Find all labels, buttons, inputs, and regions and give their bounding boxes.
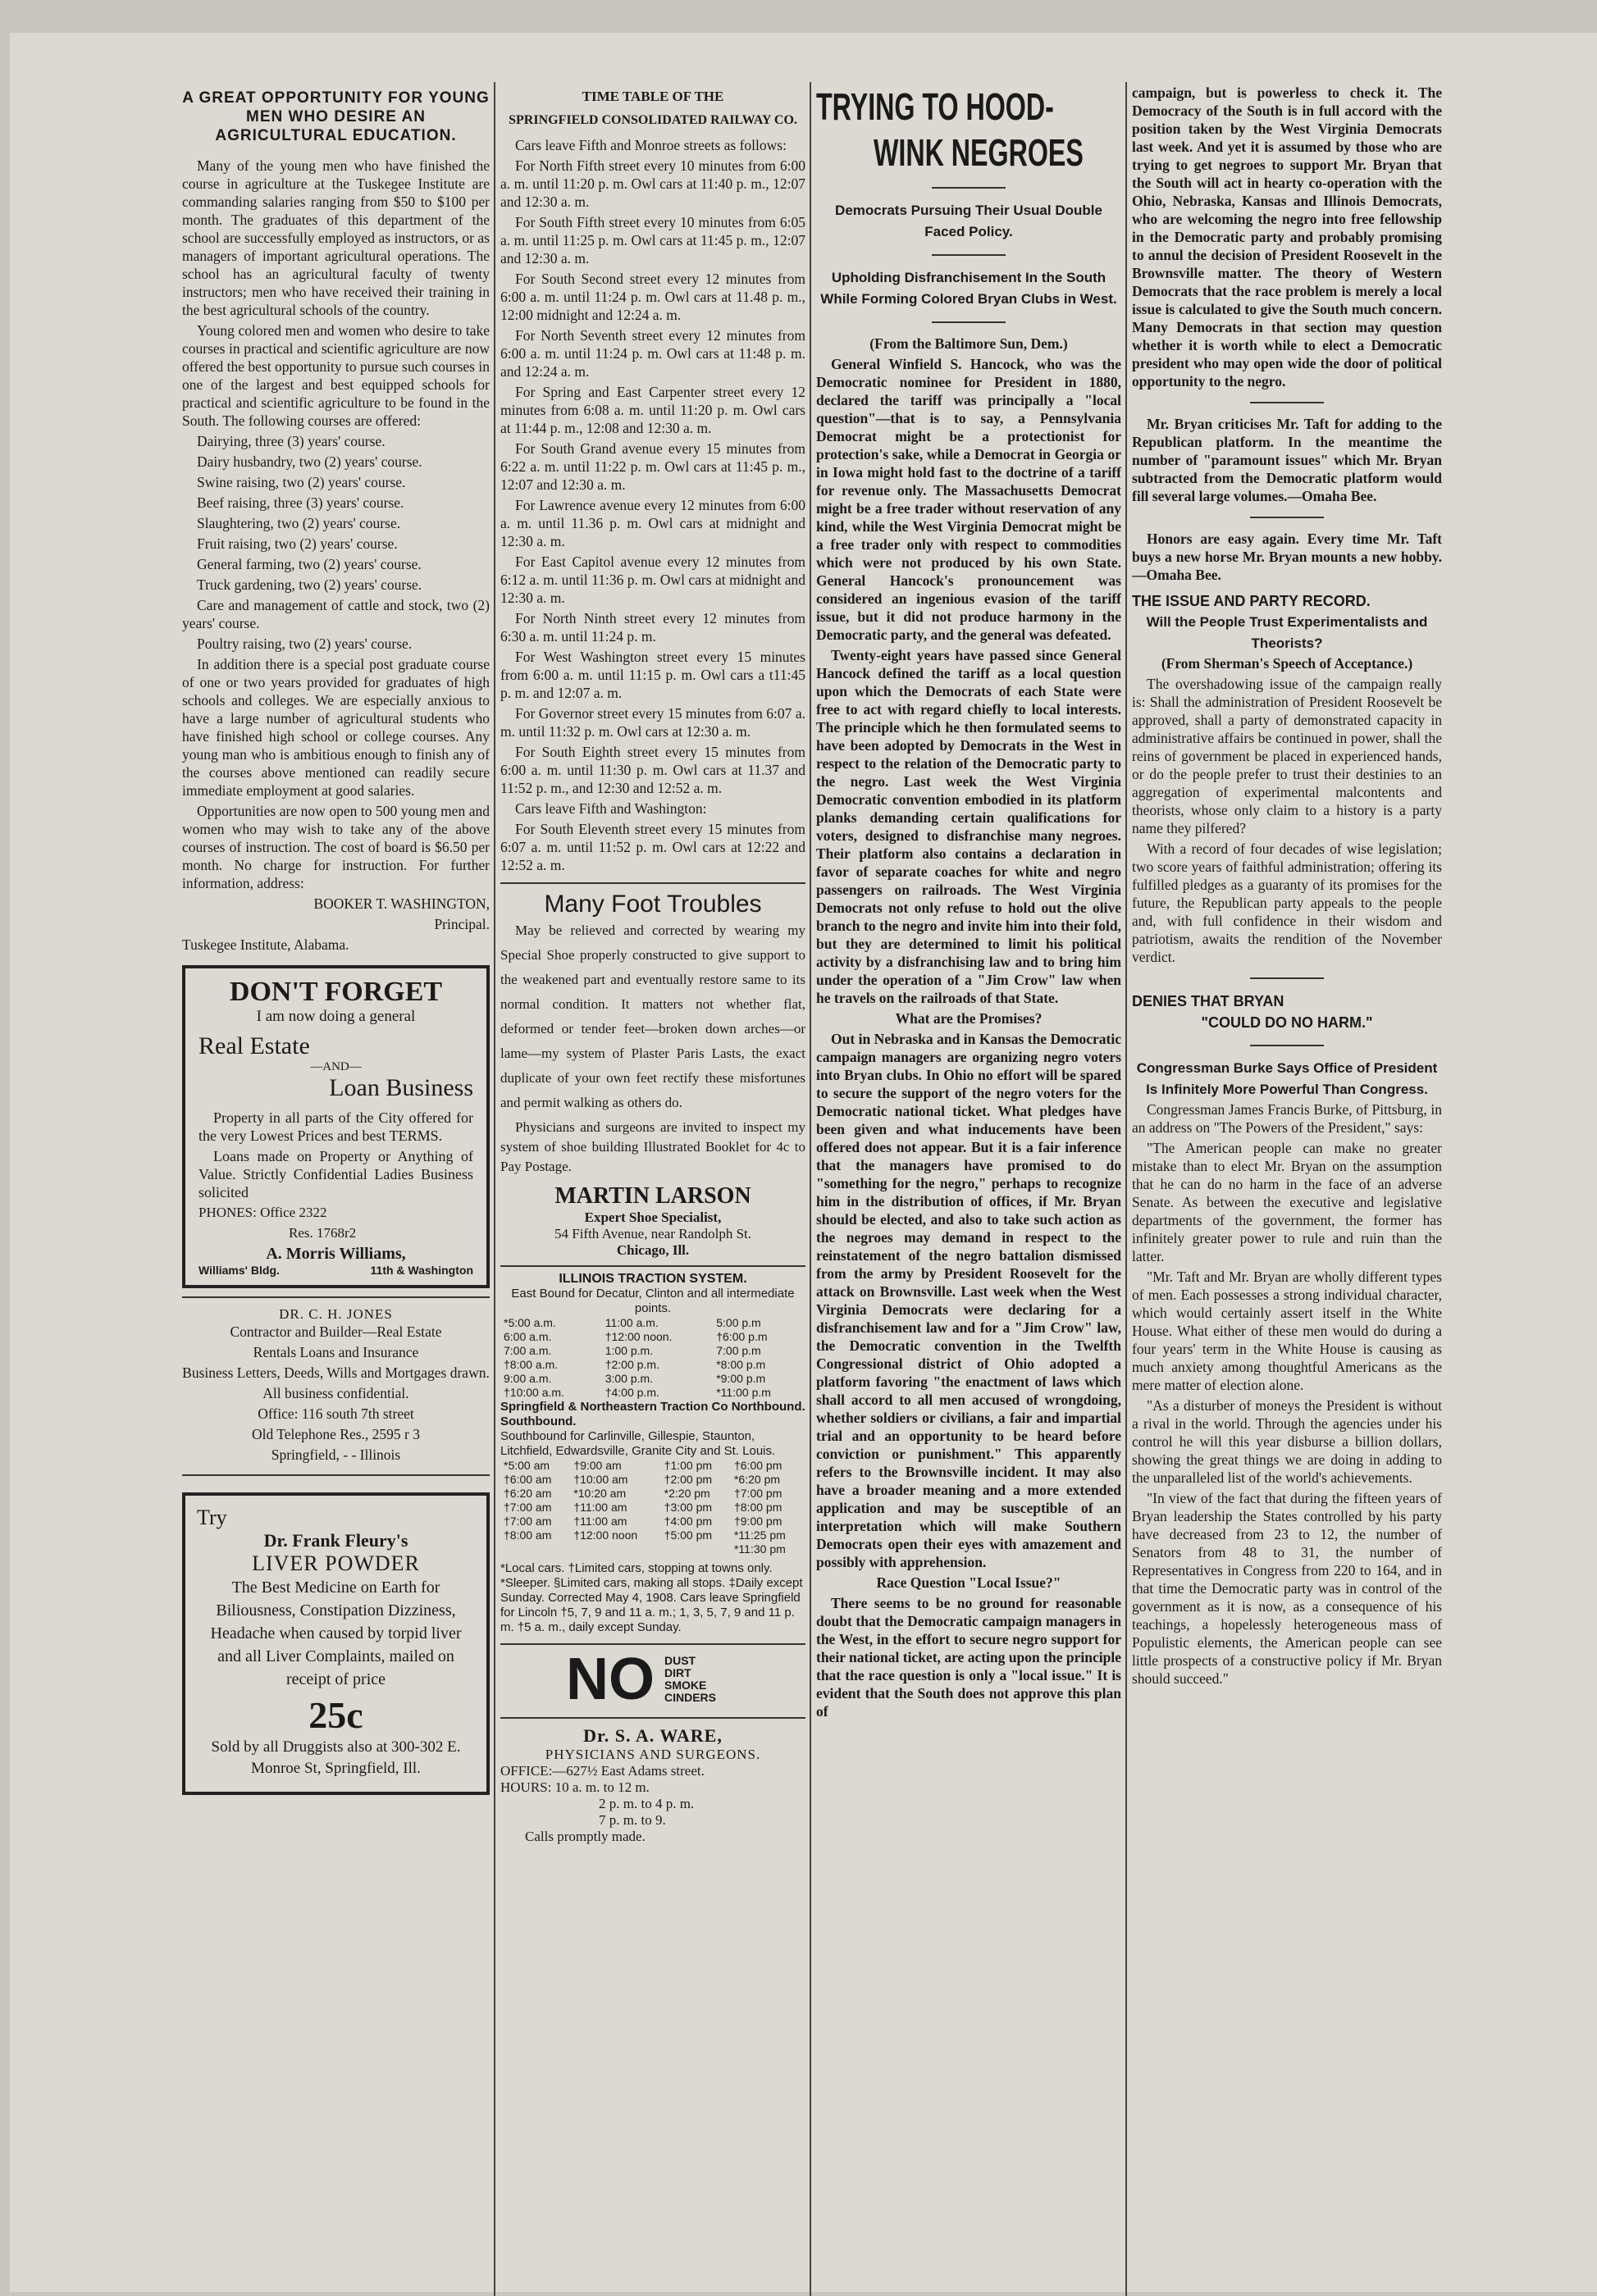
ad-try: Try [197, 1506, 227, 1529]
table-row: †8:00 am †12:00 noon †5:00 pm *11:25 pm [504, 1528, 786, 1542]
ad-item: CINDERS [664, 1691, 717, 1704]
paragraph: For West Washington street every 15 minutes from 6:00 a. m. until 11:15 p. m. Owl cars a t11:45 p. m. and 12:07 a. m. [500, 649, 805, 701]
paragraph: Many of the young men who have finished the course in agriculture at the Tuskegee Institute are commanding salaries ranging from $50 to $100 per month. The graduates of this department of the school are successfully employed as instructors, or as managers of important agricultural operations. The school has an agricultural faculty of twenty instructors; men who have received their training in the best agricultural schools of the country. [182, 157, 490, 318]
paragraph: Out in Nebraska and in Kansas the Democratic campaign managers are organizing negro voters into Bryan clubs. In Ohio no effort will be spared to secure the support of the negro voters for the Democratic national ticket. What pledges have been given and what inducements have been offered does not appear. But it is a fair inference that the managers have promised to do "something for the negro," perhaps to recognize him in the distribution of offices, if Mr. Bryan should be elected, and also to take such action as the negroes may demand in respect to the reinstatement of the negro battalion dismissed from the army by President Roosevelt for the attack on Brownsville. Last week when the West Virginia Democrats were declaring for a disfranchisement law and for a "Jim Crow" law, the Democratic convention in the Twelfth Congressional district of Ohio adopted a platform favoring "the enactment of laws which shall accord to all men accused of wrongdoing, whether soldiers or civilians, a fair and impartial trial and an opportunity to be heard before conviction or punishment." This apparently refers to the Brownsville incident. It may also have a broader meaning and a more extended application and may be susceptible of an interpretation which will make Southern Democrats open their eyes with amazement and possibly with apprehension. [816, 1031, 1121, 1570]
paragraph: Mr. Bryan criticises Mr. Taft for adding to the Republican platform. In the meantime the number of "paramount issues" which Mr. Bryan subtracted from the Democratic platform would fill several large volumes.—Omaha Bee. [1132, 416, 1442, 504]
courses-list [182, 432, 490, 653]
list-item: Fruit raising, two (2) years' course. [197, 535, 398, 552]
subhead: What are the Promises? [895, 1010, 1043, 1027]
ad-line: Springfield, - - Illinois [271, 1446, 401, 1463]
list-item: Dairying, three (3) years' course. [197, 433, 386, 449]
source: (From Sherman's Speech of Acceptance.) [1161, 655, 1413, 672]
ad-line: Old Telephone Res., 2595 r 3 [251, 1426, 421, 1442]
ad-line: Contractor and Builder—Real Estate [230, 1323, 442, 1340]
source: (From the Baltimore Sun, Dem.) [869, 335, 1068, 352]
ad-line: —AND— [310, 1060, 362, 1073]
list-item: Beef raising, three (3) years' course. [197, 494, 404, 511]
paragraph: For North Fifth street every 10 minutes from 6:00 a. m. until 11:20 p. m. Owl cars at 11:40 p. m., 12:07 and 12:30 a. m. [500, 157, 805, 210]
table-row: 9:00 a.m. 3:00 p.m. *9:00 p.m [504, 1372, 766, 1385]
column-4 [1132, 84, 1442, 1690]
ad-product: LIVER POWDER [252, 1551, 420, 1575]
schedule-title: ILLINOIS TRACTION SYSTEM. [559, 1272, 747, 1286]
list-item: Slaughtering, two (2) years' course. [197, 515, 401, 531]
headline-agriculture: A GREAT OPPORTUNITY FOR YOUNG MEN WHO DESIRE AN AGRICULTURAL EDUCATION. [182, 89, 490, 144]
ad-calls: Calls promptly made. [525, 1829, 646, 1844]
ad-item: DUST [664, 1654, 696, 1667]
paragraph: For Governor street every 15 minutes from 6:07 a. m. until 11:32 p. m. Owl cars at 12:30 a. m. [500, 705, 805, 740]
paragraph: For South Eighth street every 15 minutes from 6:00 a. m. until 11:30 p. m. Owl cars at 11.37 and 11:52 p. m., and 12:30 and 12:52 a. m. [500, 744, 805, 796]
list-item: Poultry raising, two (2) years' course. [197, 636, 413, 652]
ad-hours: HOURS: 10 a. m. to 12 m. [500, 1779, 650, 1795]
ad-body: The Best Medicine on Earth for Biliousness, Constipation Dizziness, Headache when caused by torpid liver and all Liver Complaints, mailed on receipt of price [210, 1578, 462, 1688]
table-row: †7:00 am †11:00 am †4:00 pm †9:00 pm [504, 1515, 783, 1528]
paragraph: Young colored men and women who desire to take courses in practical and scientific agriculture are now offered the best opportunity to pursue such courses in one of the largest and best equipped schools for practical and scientific agriculture to be found in the South. The following courses are offered: [182, 322, 490, 429]
paragraph: There seems to be no ground for reasonable doubt that the Democratic campaign managers in the West, in the effort to secure negro support for their national ticket, are acting upon the principle that the race question is only a "local issue." It is evident that the South does not approve this plan of [816, 1595, 1121, 1720]
headline-hoodwink-a: TRYING TO HOOD- [816, 85, 1054, 128]
signer-title: Principal. [434, 916, 490, 932]
table-row: †8:00 a.m. †2:00 p.m. *8:00 p.m [504, 1358, 766, 1371]
ware-ad [500, 1717, 805, 1845]
ad-address-left: Williams' Bldg. [198, 1264, 280, 1277]
table-row: 7:00 a.m. 1:00 p.m. 7:00 p.m [504, 1344, 761, 1357]
section-heading: "COULD DO NO HARM." [1201, 1014, 1373, 1031]
column-rule [1125, 82, 1127, 2296]
ad-hours: 7 p. m. to 9. [599, 1812, 666, 1828]
paragraph: For Spring and East Carpenter street every 12 minutes from 6:08 a. m. until 11:20 p. m. Owl cars at 11:44 p. m., 12:08 and 12:30 a. m. [500, 384, 805, 436]
ad-title: PHYSICIANS AND SURGEONS. [545, 1747, 761, 1762]
foot-troubles-ad [500, 882, 805, 1259]
newspaper-page [10, 33, 1597, 2292]
schedule-notes: *Local cars. †Limited cars, stopping at towns only. *Sleeper. §Limited cars, making all stops. ‡Daily except Sunday. Corrected May 4, 1908. Cars leave Springfield for Lincoln †5, 7, 9 and 11 a. m.; 1, 3, 5, 7, 9 and 11 p. m. †5 a. m., daily except Sunday. [500, 1561, 803, 1634]
paragraph: For North Ninth street every 12 minutes from 6:30 a. m. until 11:24 p. m. [500, 610, 805, 645]
list-item: Truck gardening, two (2) years' course. [197, 576, 422, 593]
ad-line: I am now doing a general [256, 1008, 416, 1025]
traction-schedule [500, 1265, 805, 1635]
ad-body: Property in all parts of the City offered for the very Lowest Prices and best TERMS. [198, 1109, 473, 1144]
paragraph: The overshadowing issue of the campaign really is: Shall the administration of President Roosevelt be approved, shall a party of demonstrated capacity in administrative affairs be continued in power, shall the reins of government be placed in experienced hands, or do the people prefer to trust their destinies to an aggregation of experimental malcontents and theorists, whose only claim to a history is a party name they pilfered? [1132, 676, 1442, 836]
deck: Upholding Disfranchisement In the South While Forming Colored Bryan Clubs in West. [820, 270, 1117, 307]
schedule-sub: East Bound for Decatur, Clinton and all intermediate points. [511, 1287, 795, 1315]
schedule-sub: Springfield & Northeastern Traction Co Northbound. Southbound. [500, 1400, 805, 1428]
deck: Democrats Pursuing Their Usual Double Faced Policy. [835, 203, 1102, 239]
paragraph: With a record of four decades of wise legislation; two score years of faithful administration; offering its fulfilled pledges as a guaranty of its promises for the future, the Republican party appeals to the people and, with full confidence in their wisdom and patriotism, awaits the rendition of the November verdict. [1132, 840, 1442, 965]
paragraph: "As a disturber of moneys the President is without a rival in the world. Through the agencies under his control he will this year disburse a billion dollars, showing the great things we are doing in adding to the unparalleled list of the world's achievements. [1132, 1397, 1442, 1486]
schedule-sub: Southbound for Carlinville, Gillespie, Staunton, Litchfield, Edwardsville, Granite City and St. Louis. [500, 1429, 776, 1458]
ad-line: Loan Business [329, 1074, 473, 1101]
column-rule [494, 82, 495, 2296]
paragraph: campaign, but is powerless to check it. The Democracy of the South is in full accord with the position taken by the West Virginia Democrats last week. And yet it is assumed by those who are trying to get negroes to support Mr. Bryan that the South will act in hearty co-operation with the Ohio, Nebraska, Kansas and Illinois Democrats, who are welcoming the negro into free fellowship in the Democratic party and probably promising to annul the decision of President Roosevelt in the Brownsville matter. The theory of Western Democrats that the race problem is merely a local issue is calculated to give the South much concern. Many Democrats in that section may question whether it is worth while to elect a Democratic president who may open wide the door of political opportunity to the negro. [1132, 84, 1442, 390]
paragraph: "Mr. Taft and Mr. Bryan are wholly different types of men. Each possesses a strong individual character, which would certainly assert itself in the White House. What either of these men would do during a four years' term in the White House is causing as much anxiety among thoughtful Americans as the mere matter of election alone. [1132, 1269, 1442, 1393]
section-heading: DENIES THAT BRYAN [1132, 993, 1284, 1009]
ad-address: 54 Fifth Avenue, near Randolph St. [554, 1226, 752, 1241]
ad-name: MARTIN LARSON [554, 1183, 751, 1209]
paragraph: For East Capitol avenue every 12 minutes from 6:12 a. m. until 11:36 p. m. Owl cars at midnight and 12:30 a. m. [500, 554, 805, 606]
list-item: Dairy husbandry, two (2) years' course. [197, 453, 422, 470]
paragraph: In addition there is a special post graduate course of one or two years provided for graduates of high schools and colleges. We are especially anxious to have a large number of agricultural students who have finished high school or college courses. Any young man who is ambitious enough to finish any of the courses above mentioned can readily secure immediate employment at good salaries. [182, 656, 490, 799]
jones-ad [182, 1296, 490, 1476]
ad-name: DR. C. H. JONES [279, 1306, 393, 1322]
ad-body: Physicians and surgeons are invited to inspect my system of shoe building Illustrated Booklet for 4c to Pay Postage. [500, 1119, 805, 1174]
section-heading: THE ISSUE AND PARTY RECORD. [1132, 593, 1371, 609]
timetable-subheading: SPRINGFIELD CONSOLIDATED RAILWAY CO. [509, 113, 797, 127]
paragraph: Honors are easy again. Every time Mr. Taft buys a new horse Mr. Bryan mounts a new hobby.—Omaha Bee. [1132, 531, 1442, 583]
ad-sold: Sold by all Druggists also at 300-302 E. Monroe St, Springfield, Ill. [211, 1738, 461, 1777]
column-3 [816, 84, 1121, 1723]
ad-office: OFFICE:—627½ East Adams street. [500, 1763, 705, 1779]
liver-powder-ad [182, 1492, 490, 1795]
paragraph: Congressman James Francis Burke, of Pittsburg, in an address on "The Powers of the President," says: [1132, 1101, 1442, 1136]
deck: Congressman Burke Says Office of President Is Infinitely More Powerful Than Congress. [1136, 1060, 1438, 1097]
table-row: †6:00 am †10:00 am †2:00 pm *6:20 pm [504, 1473, 781, 1486]
ad-address-right: 11th & Washington [370, 1264, 473, 1277]
signer-place: Tuskegee Institute, Alabama. [182, 936, 349, 953]
ad-no: NO [566, 1647, 655, 1712]
table-row: *5:00 a.m. 11:00 a.m. 5:00 p.m [504, 1316, 761, 1329]
paragraph: For South Fifth street every 10 minutes from 6:05 a. m. until 11:25 p. m. Owl cars at 11:45 p. m., 12:07 and 12:30 a. m. [500, 214, 805, 266]
list-item: Care and management of cattle and stock, two (2) years' course. [182, 597, 490, 631]
ad-title: Many Foot Troubles [544, 891, 762, 918]
headline-hoodwink-b: WINK NEGROES [874, 131, 1084, 174]
ad-line: Business Letters, Deeds, Wills and Mortgages drawn. [182, 1364, 490, 1381]
ad-price: 25c [308, 1694, 363, 1736]
ad-res: Res. 1768r2 [289, 1225, 357, 1241]
ad-line: Rentals Loans and Insurance [253, 1344, 419, 1360]
paragraph: Cars leave Fifth and Monroe streets as follows: [515, 137, 787, 153]
paragraph: "In view of the fact that during the fifteen years of Bryan leadership the States controlled by his party have decreased from 23 to 12, the number of Senators from 48 to 31, the number of Representatives in Congress from 220 to 164, and in that time the Democratic party was in control of the government as it is now, as a consequence of his teachings, a hopelessly heterogeneous mass of Populistic elements, the American people can see little prospects of a constructive policy if Mr. Bryan should succeed." [1132, 1490, 1442, 1687]
subhead: Race Question "Local Issue?" [876, 1574, 1061, 1591]
table-row: *11:30 pm [733, 1542, 786, 1556]
list-item: General farming, two (2) years' course. [197, 556, 422, 572]
table-row: †10:00 a.m. †4:00 p.m. *11:00 p.m [504, 1386, 771, 1399]
ad-line: Office: 116 south 7th street [258, 1405, 414, 1422]
table-row: 6:00 a.m. †12:00 noon. †6:00 p.m [504, 1330, 768, 1343]
paragraph: For North Seventh street every 12 minutes from 6:00 a. m. until 11:24 p. m. Owl cars at 11:48 p. m. and 12:24 a. m. [500, 327, 805, 380]
ad-phones: PHONES: Office 2322 [198, 1205, 327, 1220]
paragraph: For South Eleventh street every 15 minutes from 6:07 a. m. until 11:52 p. m. Owl cars at 12:22 and 12:52 a. m. [500, 821, 805, 873]
real-estate-ad [182, 965, 490, 1288]
ad-line: Real Estate [198, 1032, 310, 1059]
table-row: †6:20 am *10:20 am *2:20 pm †7:00 pm [504, 1487, 783, 1500]
ad-item: DIRT [664, 1666, 691, 1679]
paragraph: General Winfield S. Hancock, who was the Democratic nominee for President in 1880, declared the tariff was principally a "local question"—that is to say, a Pennsylvania Democrat might be a protectionist for protection's sake, while a Democrat in Georgia or in Iowa might hold fast to the doctrine of a tariff for revenue only. The Massachusetts Democrat might be a free trader without reservation of any kind, while the West Virginia Democrat might be a free trader only with respect to commodities which were not produced by his own State. General Hancock's pronouncement was considered an ingenious evasion of the tariff issue, but it did not produce harmony in the Democratic party, and the general was defeated. [816, 356, 1121, 643]
column-1 [182, 89, 490, 1803]
schedule-table [500, 1316, 805, 1400]
paragraph: For South Grand avenue every 15 minutes from 6:22 a. m. until 11:22 p. m. Owl cars at 11:45 p. m., 12:07 and 12:30 a. m. [500, 440, 805, 493]
ad-body: Loans made on Property or Anything of Value. Strictly Confidential Ladies Business solicited [198, 1148, 473, 1200]
paragraph: "The American people can make no greater mistake than to elect Mr. Bryan on the assumption that he can do no harm in the face of an adverse Senate. As between the executive and legislative departments of the government, the former has infinitely greater power to rule and ruin than the latter. [1132, 1140, 1442, 1264]
ad-hours: 2 p. m. to 4 p. m. [599, 1796, 695, 1811]
timetable-heading: TIME TABLE OF THE [582, 89, 724, 104]
schedule-table [500, 1459, 805, 1556]
deck: Will the People Trust Experimentalists and Theorists? [1146, 614, 1428, 651]
signer-name: BOOKER T. WASHINGTON, [313, 895, 490, 912]
paragraph: Twenty-eight years have passed since General Hancock defined the tariff as a local question upon which the Democrats of each State were free to act with regard chiefly to local interests. The principle which he then formulated seems to have been adopted by Democrats in the West in respect to the relation of the Democratic party to the negro. Last week the West Virginia Democratic convention embodied in its platform planks demanding certain qualifications for voters, designed to disfranchise many negroes. Their platform also contains a declaration in favor of separate coaches for white and negro passengers on railroads. The West Virginia Democrats not only refuse to hold out the olive branch to the negro and invite him into their fold, but they are determined to limit his political activity by a disfranchising law and to bring him under the operation of a "Jim Crow" law when he travels on the railroads of that State. [816, 647, 1121, 1006]
ad-name: Dr. S. A. WARE, [583, 1725, 723, 1746]
ad-name: Dr. Frank Fleury's [263, 1530, 408, 1551]
ad-title: DON'T FORGET [229, 977, 443, 1007]
paragraph: Cars leave Fifth and Washington: [515, 800, 707, 817]
table-row: †7:00 am †11:00 am †3:00 pm †8:00 pm [504, 1501, 783, 1514]
paragraph: For South Second street every 12 minutes from 6:00 a. m. until 11:24 p. m. Owl cars at 11.48 p. m., 12:00 midnight and 12:24 a. m. [500, 271, 805, 323]
paragraph: For Lawrence avenue every 12 minutes from 6:00 a. m. until 11.36 p. m. Owl cars at midnight and 12:30 a. m. [500, 497, 805, 549]
ad-name: A. Morris Williams, [266, 1245, 406, 1263]
no-dust-ad [500, 1643, 805, 1712]
column-2 [500, 89, 805, 1845]
ad-line: All business confidential. [262, 1385, 409, 1401]
ad-body: May be relieved and corrected by wearing my Special Shoe properly constructed to give support to the weakened part and eventually restore same to its normal condition. It matters not whether flat, deformed or tender feet—broken down arches—or lame—my system of Plaster Paris Lasts, the exact duplicate of your own feet rectify these misfortunes and permit walking as others do. [500, 922, 805, 1110]
ad-title2: Expert Shoe Specialist, [584, 1210, 722, 1225]
list-item: Swine raising, two (2) years' course. [197, 474, 406, 490]
column-rule [810, 82, 811, 2296]
paragraph: Opportunities are now open to 500 young men and women who may wish to take any of the above courses of instruction. The cost of board is $6.50 per month. No charge for instruction. For further information, address: [182, 803, 490, 891]
ad-city: Chicago, Ill. [616, 1242, 690, 1258]
ad-item: SMOKE [664, 1679, 707, 1692]
table-row: *5:00 am †9:00 am †1:00 pm †6:00 pm [504, 1459, 783, 1472]
